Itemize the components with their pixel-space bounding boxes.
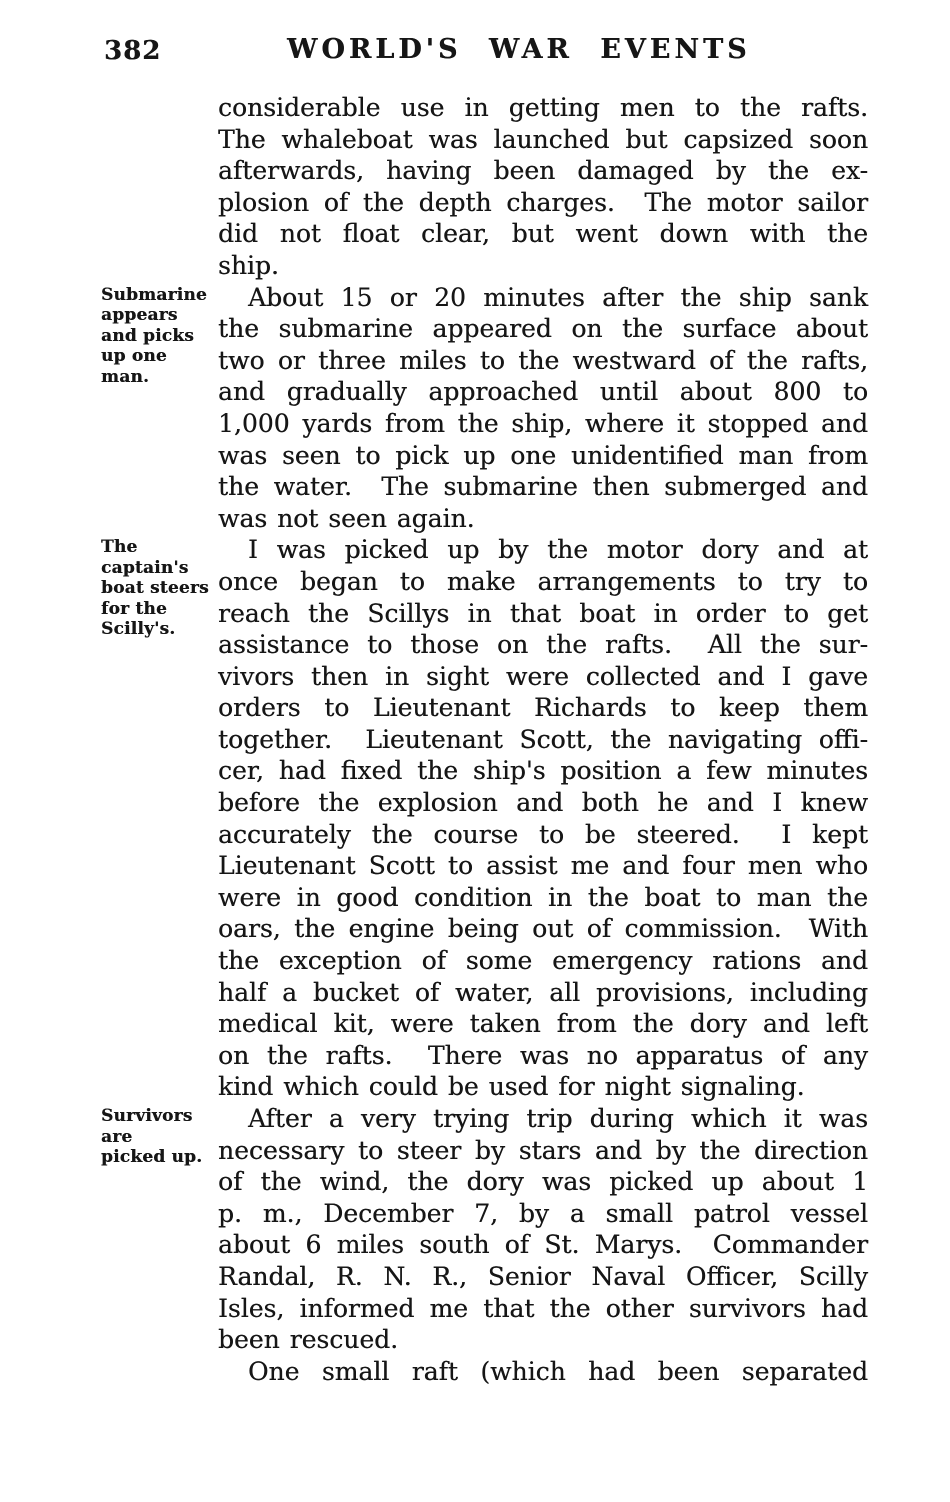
paragraph	[101, 534, 868, 1103]
text-line: did not float clear, but went down with the	[218, 219, 868, 249]
text-line: assistance to those on the rafts. All the sur-	[218, 630, 868, 660]
text-line: were in good condition in the boat to man the	[218, 882, 868, 912]
page-number: 382	[104, 36, 162, 66]
text-line: of the wind, the dory was picked up about 1	[218, 1167, 868, 1197]
text-line: considerable use in getting men to the rafts.	[218, 93, 868, 122]
sidenote-line: are	[101, 1126, 133, 1147]
text-line: been rescued.	[218, 1325, 399, 1355]
text-line: Randal, R. N. R., Senior Naval Officer, Scilly	[218, 1261, 868, 1291]
running-head: WORLD'S WAR EVENTS	[287, 34, 751, 65]
sidenote-line: for the	[101, 598, 167, 619]
text-line: I was picked up by the motor dory and at	[248, 535, 868, 565]
sidenote	[101, 537, 215, 640]
text-line: on the rafts. There was no apparatus of any	[218, 1040, 868, 1070]
sidenote-line: and picks	[101, 325, 195, 346]
paragraph	[101, 282, 868, 535]
text-line: the exception of some emergency rations and	[218, 946, 868, 976]
text-line: reach the Scillys in that boat in order to get	[218, 598, 868, 628]
text-line: the submarine appeared on the surface about	[218, 314, 868, 344]
text-line: was not seen again.	[218, 503, 475, 533]
text-line: After a very trying trip during which it was	[248, 1104, 868, 1133]
sidenote-line: Submarine	[101, 284, 207, 305]
text-column	[101, 92, 868, 1387]
sidenote	[101, 1106, 215, 1168]
sidenote-line: captain's	[101, 557, 189, 578]
text-line: was seen to pick up one unidentified man from	[218, 440, 868, 470]
sidenote-line: boat steers	[101, 578, 209, 599]
text-line: 1,000 yards from the ship, where it stopped and	[218, 408, 868, 438]
text-line: two or three miles to the westward of the rafts,	[218, 345, 868, 375]
text-line: p. m., December 7, by a small patrol vessel	[218, 1198, 868, 1228]
text-line: once began to make arrangements to try to	[218, 566, 868, 596]
sidenote-line: appears	[101, 305, 178, 326]
paragraph	[218, 1356, 868, 1388]
text-line: before the explosion and both he and I knew	[218, 788, 868, 818]
sidenote-line: Survivors	[101, 1106, 193, 1126]
text-line: and gradually approached until about 800 to	[218, 377, 868, 407]
sidenote-line: Scilly's.	[101, 619, 176, 640]
text-line: The whaleboat was launched but capsized soon	[218, 124, 868, 154]
text-line: half a bucket of water, all provisions, including	[218, 977, 868, 1007]
text-line: Isles, informed me that the other survivors had	[218, 1293, 868, 1323]
text-line: ship.	[218, 250, 279, 280]
sidenote-line: up one	[101, 346, 167, 367]
text-line: orders to Lieutenant Richards to keep them	[218, 693, 868, 723]
text-line: vivors then in sight were collected and I gave	[218, 661, 868, 691]
sidenote-line: picked up.	[101, 1147, 203, 1167]
text-line: about 6 miles south of St. Marys. Commander	[218, 1230, 868, 1260]
sidenote	[101, 285, 215, 388]
text-line: One small raft (which had been separated	[248, 1356, 868, 1386]
text-line: necessary to steer by stars and by the direction	[218, 1135, 868, 1165]
text-line: medical kit, were taken from the dory and left	[218, 1009, 868, 1039]
text-line: plosion of the depth charges. The motor sailor	[218, 187, 868, 217]
text-line: together. Lieutenant Scott, the navigating offi-	[218, 724, 868, 754]
text-line: oars, the engine being out of commission. With	[218, 914, 868, 944]
text-line: the water. The submarine then submerged and	[218, 472, 868, 502]
paragraph	[218, 92, 868, 282]
text-line: Lieutenant Scott to assist me and four men who	[218, 851, 868, 881]
text-line: accurately the course to be steered. I kept	[218, 819, 868, 849]
text-line: About 15 or 20 minutes after the ship sank	[248, 282, 868, 312]
sidenote-line: man.	[101, 366, 150, 387]
text-line: cer, had fixed the ship's position a few minutes	[218, 756, 868, 786]
text-line: afterwards, having been damaged by the ex-	[218, 156, 868, 186]
text-line: kind which could be used for night signaling.	[218, 1072, 805, 1102]
sidenote-line: The	[101, 537, 138, 558]
paragraph	[101, 1103, 868, 1356]
